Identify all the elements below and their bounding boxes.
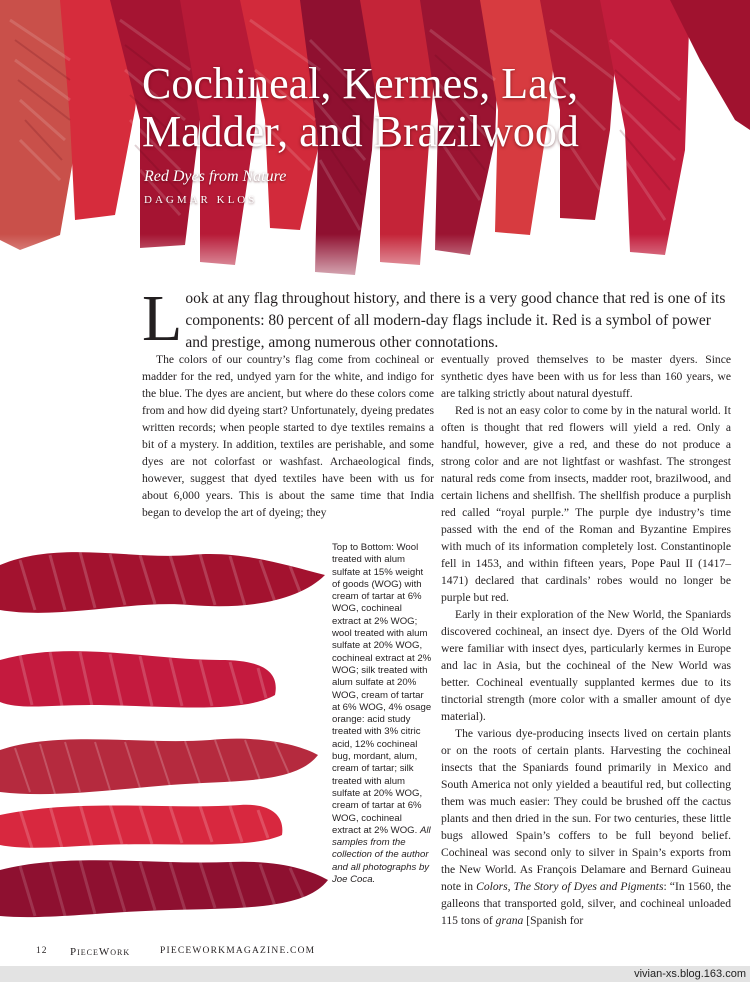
- yarn-sample-1: [0, 552, 325, 613]
- watermark-text: vivian-xs.blog.163.com: [634, 968, 746, 980]
- article-title: Cochineal, Kermes, Lac, Madder, and Brazilwood: [142, 59, 579, 156]
- book-title: Colors, The Story of Dyes and Pigments: [476, 880, 664, 893]
- yarn-sample-3: [0, 739, 318, 794]
- paragraph-text: [Spanish for: [523, 914, 584, 927]
- italic-term: grana: [495, 914, 524, 927]
- yarn-samples-photo: [0, 530, 330, 930]
- body-paragraph: The colors of our country’s flag come from cochineal or madder for the red, undyed yarn for the white, and indigo for the blue. The dyes are ancient, but where do these colors come from and how did dyeing start? Unfortunately, dyeing predates written records; when people started to dye textiles remains a bit of a mystery. In addition, textiles are perishable, and some dyes are not colorfast or washfast. Archaeological finds, however, suggest that dyed textiles have been with us for about 6,000 years. This is about the same time that India began to develop the art of dyeing; they: [142, 353, 434, 519]
- body-paragraph: Red is not an easy color to come by in the natural world. It often is thought that red flowers will yield a red. Only a handful, however, give a red, and these do not produce a strong color and are not lightfast or washfast. The strongest natural reds come from insects, madder root, brazilwood, and certain lichens and shellfish. The shellfish produce a purplish red called “royal purple.” The purple dye industry’s time passed with the end of the Roman and Byzantine Empires with much of its information completely lost. Constantinople fell in 1453, and within fifteen years, Pope Paul II (1417–1471) declared that cardinals’ robes would no longer be purple but red.: [441, 404, 731, 604]
- author-byline: DAGMAR KLOS: [144, 194, 258, 206]
- lead-text: ook at any flag throughout history, and there is a very good chance that red is one of its components: 80 percent of all modern-day flags include it. Red is a symbol of power and prestige, among numerous other connotations.: [185, 290, 726, 351]
- body-paragraph: Early in their exploration of the New World, the Spaniards discovered cochineal, an insect dye. Dyers of the Old World were familiar with insect dyes, particularly kermes in Europe and lac in Asia, but the cochineal of the New World was better. Cochineal eventually supplanted kermes due to its tinctorial strength (more color with a smaller amount of dye material).: [441, 608, 731, 723]
- body-column-1: [142, 351, 434, 521]
- photo-caption: [332, 542, 432, 886]
- paragraph-text: The various dye-producing insects lived on certain plants or on the roots of certain plants. Harvesting the cochineal insects that the Spaniards found primarily in Mexico and South America not only yielded a beautiful red, but collecting them was much easier: They could be brushed off the cactus plants and then dried in the sun. For two centuries, these little bugs allowed Spain’s coffers to be full beyond belief. Cochineal was second only to silver in Spain’s exports from the New World. As François Delamare and Bernard Guineau note in: [441, 727, 731, 893]
- caption-text: Top to Bottom: Wool treated with alum sulfate at 15% weight of goods (WOG) with cream of tartar at 6% WOG, cochineal extract at 2% WOG; wool treated with alum sulfate at 20% WOG, cochineal extract at 2% WOG; silk treated with alum sulfate at 20% WOG, cream of tartar at 6% WOG, 4% osage orange: acid study treated with 3% citric acid, 12% cochineal bug, mordant, alum, cream of tartar; silk treated with alum sulfate at 20% WOG, cream of tartar at 6% WOG, cochineal extract at 2% WOG.: [332, 542, 432, 836]
- yarn-sample-4: [0, 804, 282, 848]
- body-column-2: [441, 351, 731, 929]
- magazine-name: PieceWork: [70, 946, 131, 958]
- lead-paragraph: [142, 282, 727, 355]
- paragraph-text: : “In 1560, the galleons that transported gold, silver, and cochineal unloaded 115 tons of: [441, 880, 731, 927]
- magazine-url: PIECEWORKMAGAZINE.COM: [160, 946, 316, 956]
- article-subtitle: Red Dyes from Nature: [144, 168, 287, 185]
- yarn-sample-2: [0, 651, 276, 707]
- drop-cap: L: [142, 282, 183, 355]
- body-paragraph: [441, 725, 731, 929]
- yarn-sample-5: [0, 860, 328, 917]
- photo-credit: All samples from the collection of the author and all photographs by Joe Coca.: [332, 824, 431, 886]
- page-number: 12: [36, 946, 48, 956]
- body-paragraph: eventually proved themselves to be master dyers. Since synthetic dyes have been with us for less than 160 years, we are talking strictly about natural dyestuff.: [441, 353, 731, 400]
